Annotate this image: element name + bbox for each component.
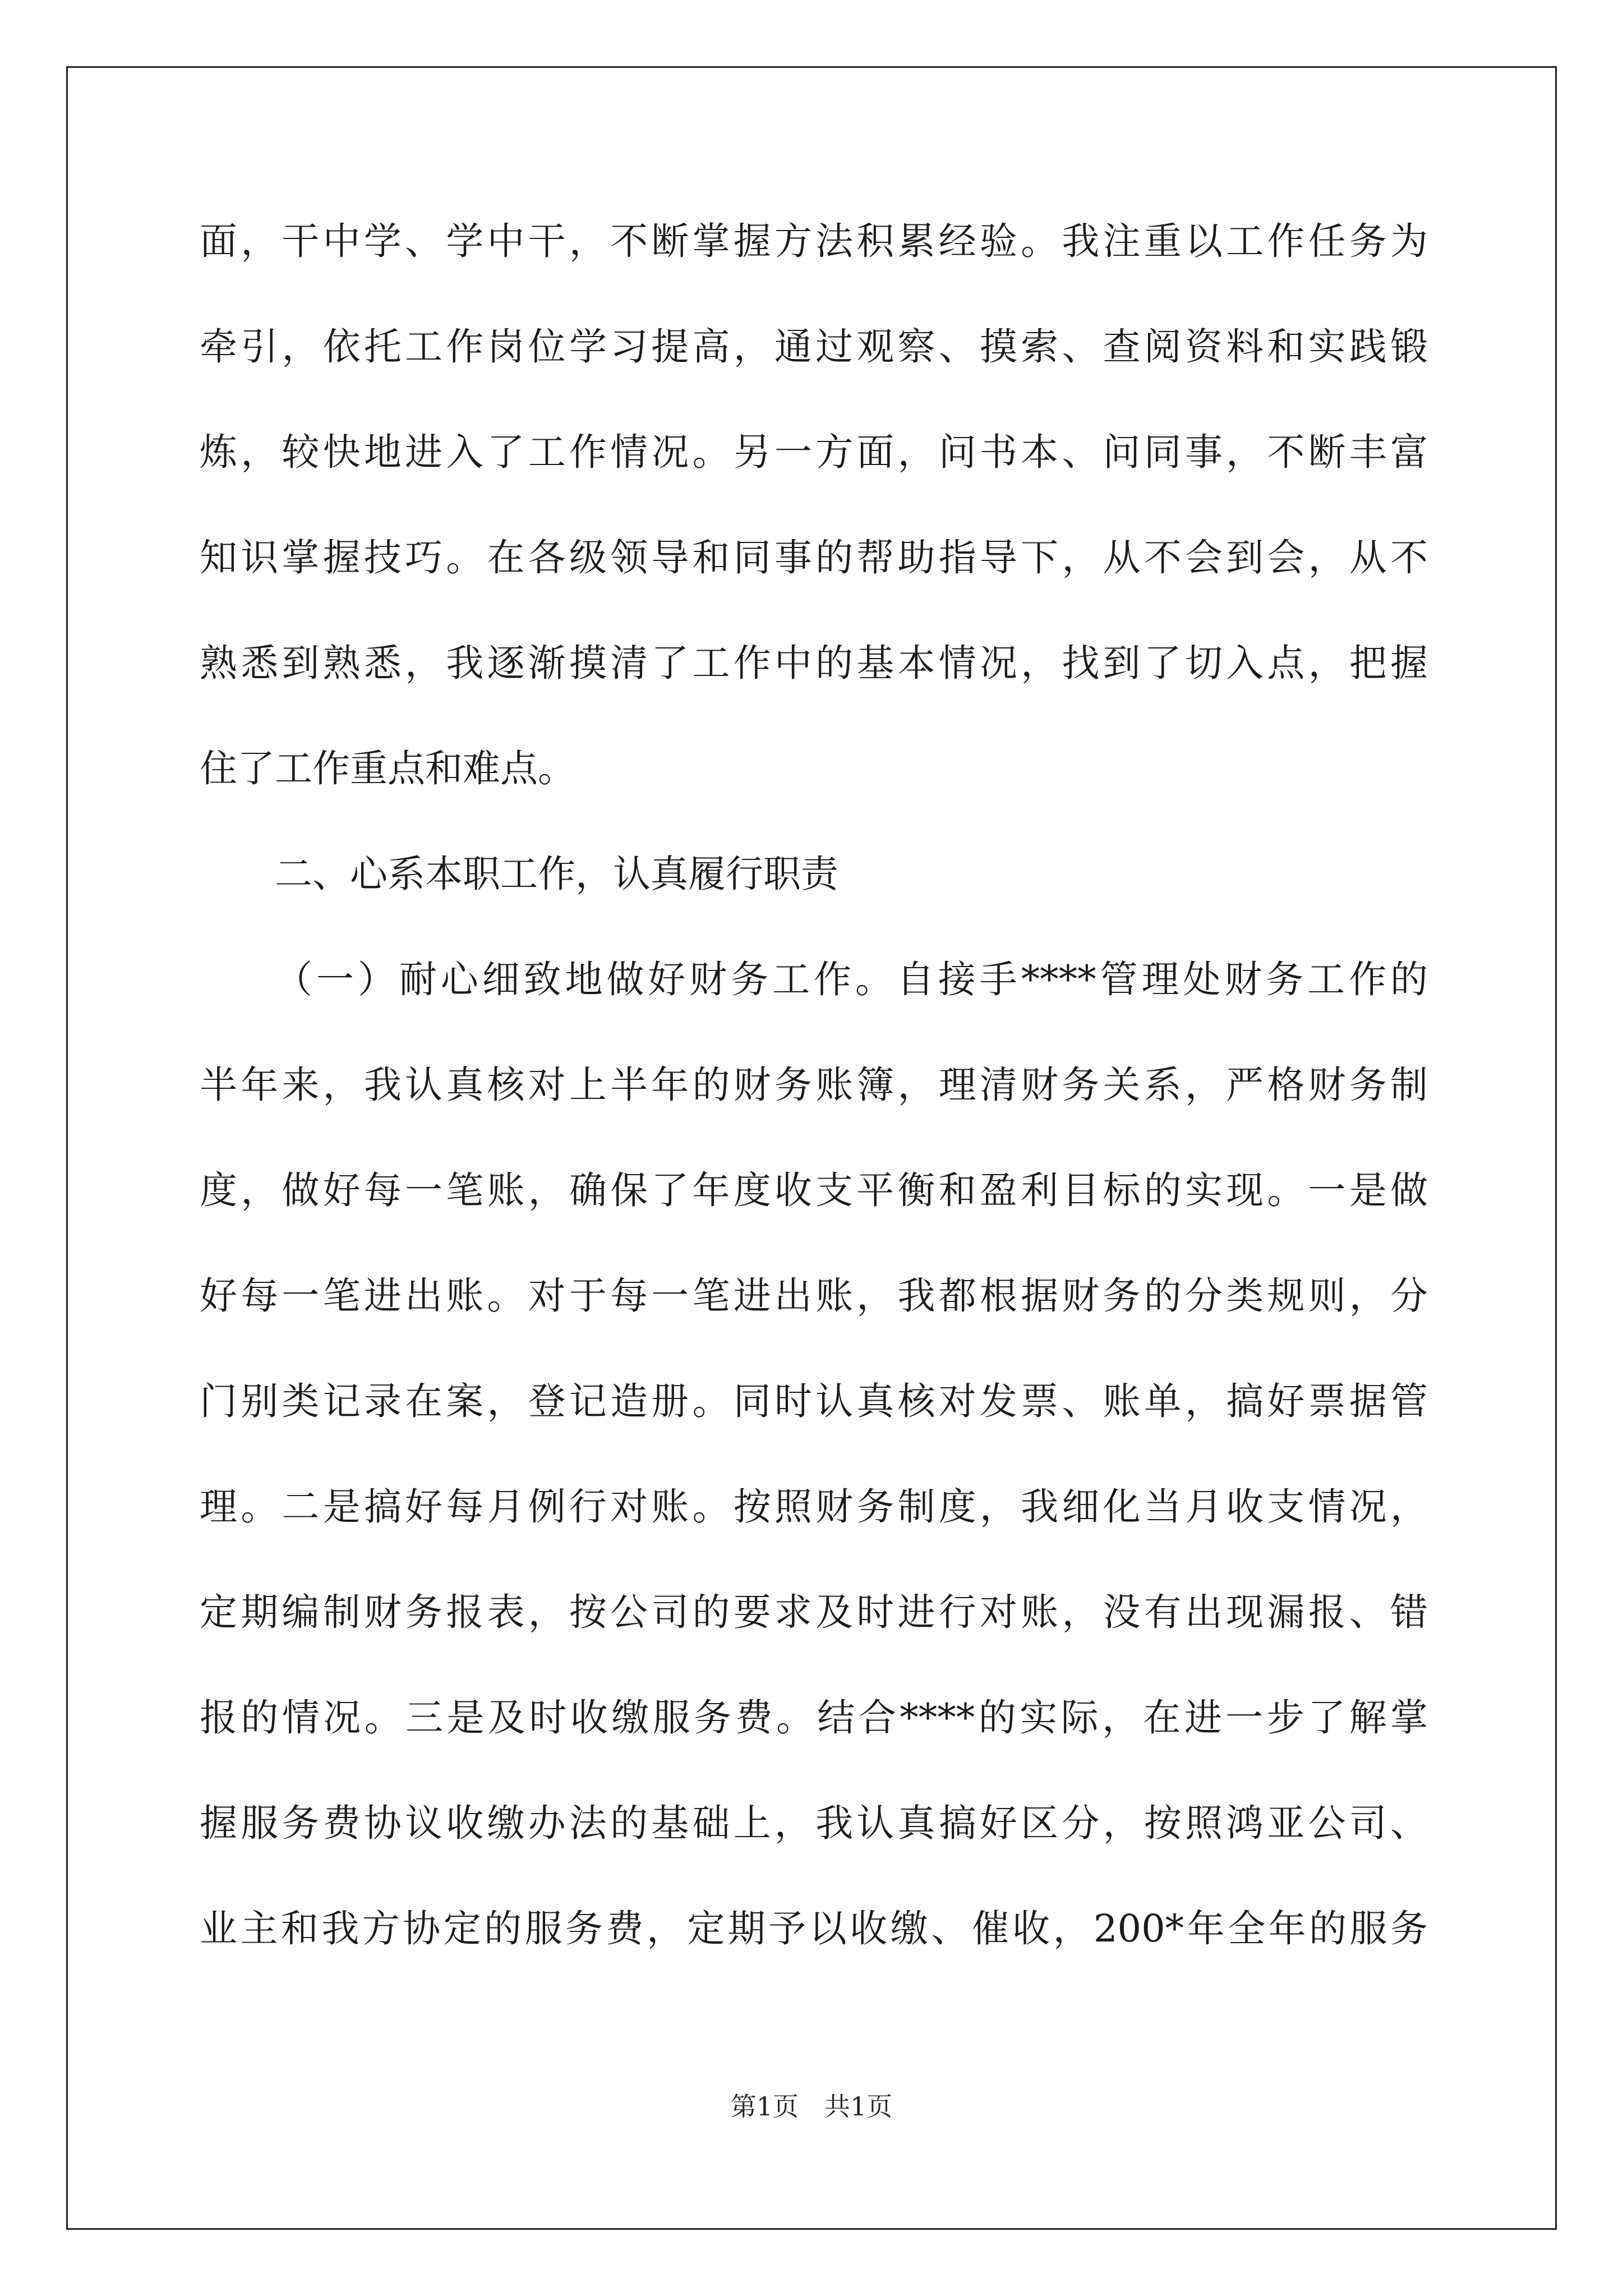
body-line-5: 熟悉到熟悉，我逐渐摸清了工作中的基本情况，找到了切入点，把握 xyxy=(200,641,1428,685)
document-body xyxy=(200,208,1428,2000)
body-line-10: 度，做好每一笔账，确保了年度收支平衡和盈利目标的实现。一是做 xyxy=(200,1168,1428,1212)
body-line-2: 牵引，依托工作岗位学习提高，通过观察、摸索、查阅资料和实践锻 xyxy=(200,325,1428,369)
body-line-6: 住了工作重点和难点。 xyxy=(200,747,575,790)
body-line-3: 炼，较快地进入了工作情况。另一方面，问书本、问同事，不断丰富 xyxy=(200,430,1428,474)
body-line-15: 报的情况。三是及时收缴服务费。结合****的实际，在进一步了解掌 xyxy=(200,1696,1428,1740)
body-line-14: 定期编制财务报表，按公司的要求及时进行对账，没有出现漏报、错 xyxy=(200,1590,1428,1634)
section-heading: 二、心系本职工作，认真履行职责 xyxy=(275,852,838,896)
body-line-4: 知识掌握技巧。在各级领导和同事的帮助指导下，从不会到会，从不 xyxy=(200,536,1428,579)
body-line-9: 半年来，我认真核对上半年的财务账簿，理清财务关系，严格财务制 xyxy=(200,1063,1428,1107)
body-line-1: 面，干中学、学中干，不断掌握方法积累经验。我注重以工作任务为 xyxy=(200,219,1428,263)
subsection-heading-line: （一）耐心细致地做好财务工作。自接手****管理处财务工作的 xyxy=(275,958,1428,1001)
body-line-13: 理。二是搞好每月例行对账。按照财务制度，我细化当月收支情况， xyxy=(200,1485,1428,1529)
body-line-16: 握服务费协议收缴办法的基础上，我认真搞好区分，按照鸿亚公司、 xyxy=(200,1801,1428,1845)
body-line-11: 好每一笔进出账。对于每一笔进出账，我都根据财务的分类规则，分 xyxy=(200,1274,1428,1318)
body-line-17: 业主和我方协定的服务费，定期予以收缴、催收，200*年全年的服务 xyxy=(200,1907,1428,1950)
body-line-12: 门别类记录在案，登记造册。同时认真核对发票、账单，搞好票据管 xyxy=(200,1379,1428,1423)
page-number-footer: 第1页 共1页 xyxy=(730,2091,893,2122)
